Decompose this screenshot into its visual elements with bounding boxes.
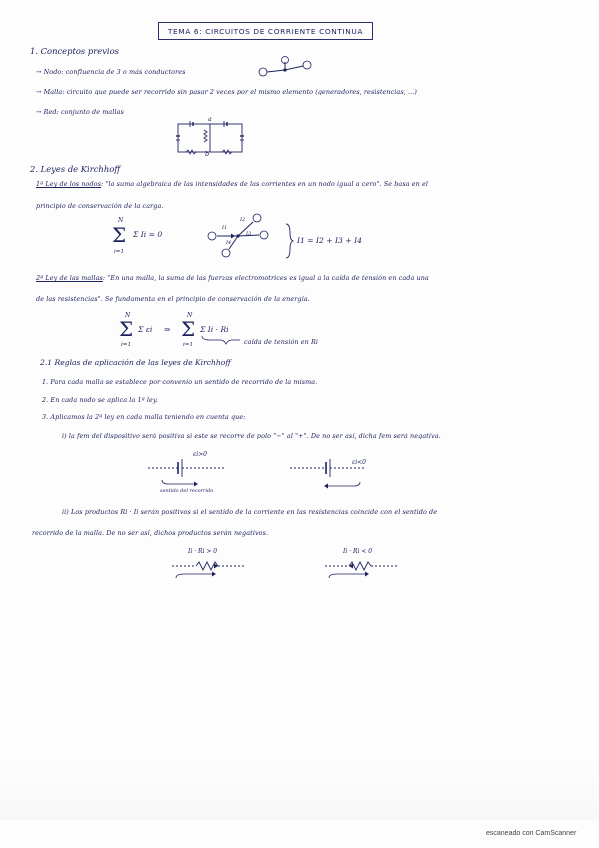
section1-line-malla: → Malla: circuito que puede ser recorrido sin pasar 2 veces por el mismo elemento (generadores, resistencias, ...) [36,89,417,96]
law1-sigma: Σ [112,223,127,247]
node-label-1-circle [259,68,267,76]
law1-brace [285,223,293,259]
law2-line2: de las resistencias". Se fundamenta en el principio de conservación de la energía. [36,295,310,303]
law2-sum-top-right: N [187,312,193,319]
law1-text: : "la suma algebraica de las intensidades de las corrientes en un nodo igual a cero". Se basa en el [101,180,429,188]
fem-negative-label: εi<0 [352,459,366,466]
node-branch-3 [285,66,303,70]
law2-formula-right: Σ Ii · Ri [200,325,229,334]
law2-text: : "En una malla, la suma de las fuerzas electromotrices es igual a la caída de tensión en cada una [102,274,429,282]
law1-label-I4: I4 [226,240,232,246]
node-branch-1 [267,70,285,72]
sentido-label: sentido del recorrido [160,488,214,494]
section21-heading: 2.1 Reglas de aplicación de las leyes de Kirchhoff [40,358,231,367]
section1-line-nodo: → Nodo: confluencia de 3 o más conductores [36,68,186,76]
law2-arrow: ⇒ [164,325,171,334]
resistor-positive-diagram [172,558,252,582]
law1-label-I3: I3 [246,231,252,237]
section21-item-1: 1. Para cada malla se establece por convenio un sentido de recorrido de la misma. [42,378,318,386]
law1-label-I2: I2 [240,217,246,223]
page-title: TEMA 6: CIRCUITOS DE CORRIENTE CONTINUA [158,22,373,40]
law1-line1 [36,181,428,187]
node-diagram [255,58,315,88]
law2-formula-left: Σ εi [138,325,153,334]
law2-note: caída de tensión en Ri [244,338,319,346]
law1-result: I1 = I2 + I3 + I4 [297,236,362,245]
law2-line1 [36,275,429,281]
section21-item-3: 3. Aplicamos la 2ª ley en cada malla teniendo en cuenta que: [42,413,246,421]
fem-positive-arrow [160,478,200,488]
scan-shadow [0,760,599,820]
law2-sum-bottom-left: i=1 [121,342,132,348]
rule-i: i) la fem del dispositivo será positiva si este se recorre de polo "−" al "+". De no ser así, dicha fem será negativa. [62,433,441,440]
section1-line-red: → Red: conjunto de mallas [36,108,124,116]
resistor-negative-diagram [325,558,405,582]
rule-ii-line1: ii) Los productos Ri · Ii serán positivos si el sentido de la corriente en las resistencias coincide con el sentido de [62,508,438,516]
law2-title: 2ª Ley de las mallas [36,274,103,282]
network-circuit-diagram [176,120,246,156]
fem-positive-diagram [148,458,228,478]
law2-sigma-left: Σ [119,317,134,341]
law2-sigma-right: Σ [181,317,196,341]
circuit-node-a: a [208,115,212,123]
res-positive-label: Ii · Ri > 0 [188,548,218,555]
rule-ii-line2: recorrido de la malla. De no ser así, dichos productos serán negativos. [32,529,269,537]
law1-sum-bottom: i=1 [114,249,125,255]
law1-label-I1: I1 [222,225,228,231]
law1-formula: Σ Ii = 0 [133,230,163,239]
node-dot [283,68,286,71]
law2-sum-bottom-right: i=1 [183,342,194,348]
law1-title: 1ª Ley de los nodos [36,180,101,188]
section21-item-2: 2. En cada nodo se aplica la 1ª ley. [42,396,158,404]
fem-negative-arrow [322,480,362,490]
section1-heading: 1. Conceptos previos [30,46,119,56]
law2-sum-top-left: N [125,312,131,319]
law1-line2: principio de conservación de la carga. [36,202,164,210]
circuit-node-b: b [205,150,210,158]
camscanner-watermark: escaneado con CamScanner [486,830,577,837]
section2-heading: 2. Leyes de Kirchhoff [30,164,121,174]
law1-sum-top: N [118,217,124,224]
res-negative-label: Ii · Ri < 0 [343,548,373,555]
node-label-3-circle [303,61,311,69]
fem-positive-label: εi>0 [193,451,207,458]
